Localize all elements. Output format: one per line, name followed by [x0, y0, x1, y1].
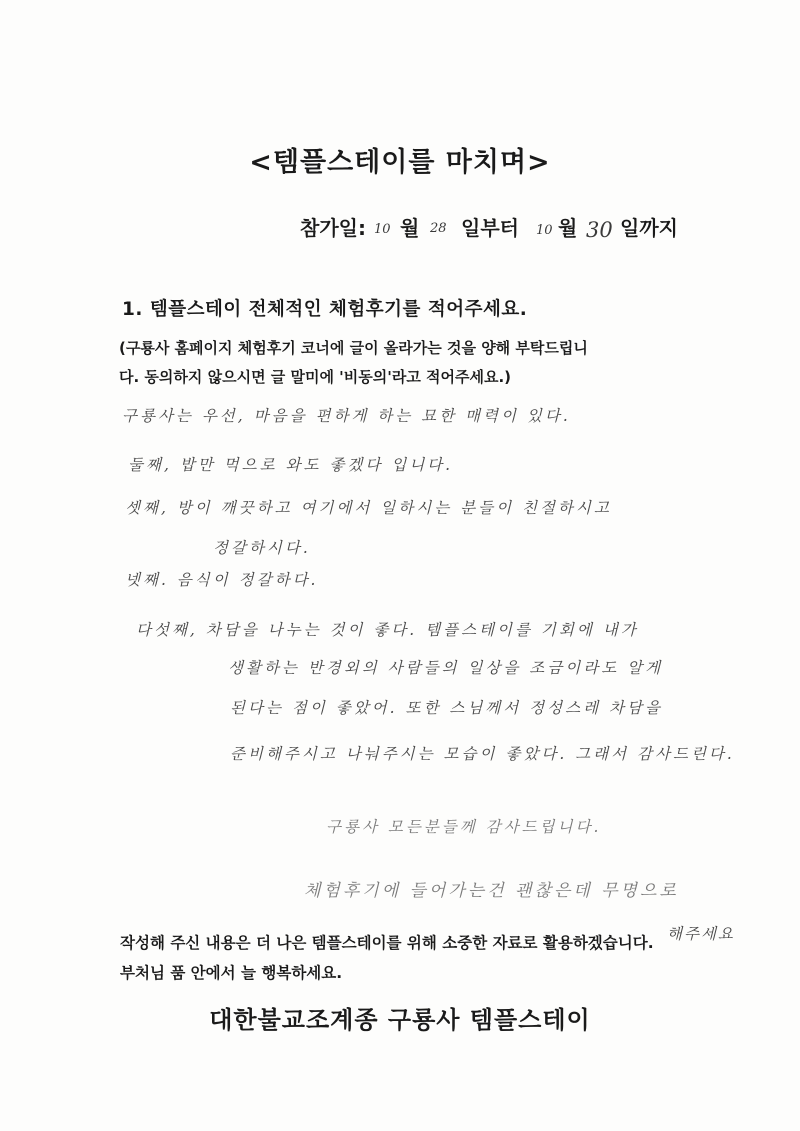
start-month-handwritten: 10 — [374, 222, 391, 237]
closing-line: 작성해 주신 내용은 더 나은 템플스테이를 위해 소중한 자료로 활용하겠습니다. — [120, 934, 654, 952]
start-day-handwritten: 28 — [430, 221, 447, 236]
question-consent-note — [119, 334, 709, 392]
review-line: 생활하는 반경외의 사람들의 일상을 조금이라도 알게 — [228, 659, 664, 677]
consent-note-line: (구룡사 홈페이지 체험후기 코너에 글이 올라가는 것을 양해 부탁드립니 — [119, 339, 588, 357]
review-line: 해주세요 — [667, 925, 735, 943]
participation-date-row — [300, 210, 700, 244]
closing-message — [120, 928, 720, 988]
review-line: 둘째, 밥만 먹으로 와도 좋겠다 입니다. — [128, 456, 454, 474]
month-label-2: 월 — [558, 216, 578, 240]
participation-label: 참가일: — [300, 216, 366, 240]
review-line: 준비해주시고 나눠주시는 모습이 좋았다. 그래서 감사드린다. — [230, 745, 735, 763]
review-line: 넷째. 음식이 정갈하다. — [125, 571, 319, 589]
end-month-handwritten: 10 — [536, 223, 553, 238]
organization-footer: 대한불교조계종 구룡사 템플스테이 — [209, 1006, 591, 1034]
closing-line: 부처님 품 안에서 늘 행복하세요. — [120, 964, 343, 982]
review-line: 정갈하시다. — [213, 539, 311, 557]
consent-note-line: 다. 동의하지 않으시면 글 말미에 '비동의'라고 적어주세요.) — [119, 368, 512, 386]
review-line: 구룡사는 우선, 마음을 편하게 하는 묘한 매력이 있다. — [122, 407, 571, 425]
end-day-handwritten: 30 — [586, 218, 613, 242]
review-line: 된다는 점이 좋았어. 또한 스님께서 정성스레 차담을 — [230, 699, 663, 717]
month-label-1: 월 — [400, 216, 420, 240]
from-label: 일부터 — [461, 216, 519, 240]
review-line: 구룡사 모든분들께 감사드립니다. — [326, 818, 602, 836]
form-title: <템플스테이를 마치며> — [249, 147, 551, 178]
review-line: 다섯째, 차담을 나누는 것이 좋다. 템플스테이를 기회에 내가 — [136, 621, 639, 639]
question-heading: 1. 템플스테이 전체적인 체험후기를 적어주세요. — [122, 299, 528, 320]
review-line: 체험후기에 들어가는건 괜찮은데 무명으로 — [304, 881, 679, 901]
review-line: 셋째, 방이 깨끗하고 여기에서 일하시는 분들이 친절하시고 — [125, 499, 612, 517]
until-label: 일까지 — [620, 216, 678, 240]
